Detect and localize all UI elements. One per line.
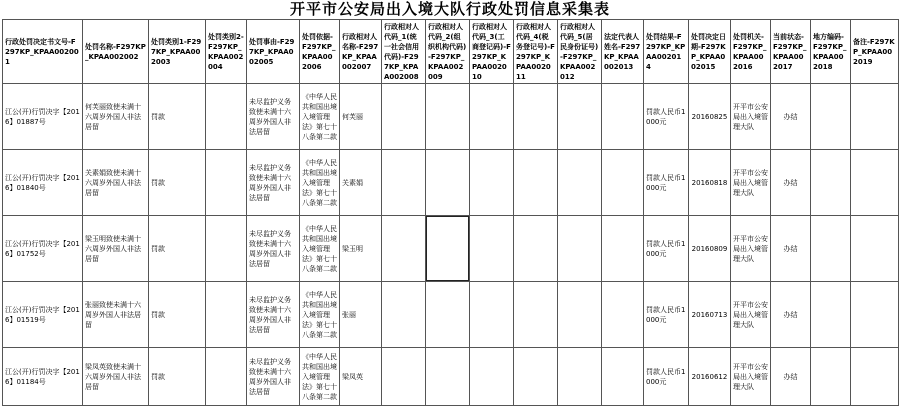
column-header[interactable]: 处罚决定日期-F297KP_KPAA002015 [689,20,731,84]
table-cell[interactable] [426,216,470,282]
table-cell[interactable] [851,84,899,150]
table-cell[interactable]: 江公(开)行罚决字【2016】01519号 [3,282,83,348]
table-cell[interactable]: 《中华人民共和国出境入境管理法》第七十八条第二款 [300,282,340,348]
column-header[interactable]: 当前状态-F297KP_KPAA002017 [771,20,811,84]
table-cell[interactable]: 罚款人民币1000元 [644,282,689,348]
table-cell[interactable] [206,282,247,348]
column-header[interactable]: 行政相对人代码_4(税务登记号)-F297KP_KPAA002011 [514,20,558,84]
table-row [3,84,899,150]
table-row [3,150,899,216]
column-header[interactable]: 行政相对人代码_2(组织机构代码)-F297KP_KPAA002009 [426,20,470,84]
column-header[interactable]: 行政相对人代码_3(工商登记码)-F297KP_KPAA002010 [470,20,514,84]
table-cell[interactable] [602,282,644,348]
table-cell[interactable]: 江公(开)行罚决字【2016】01184号 [3,348,83,406]
table-row [3,348,899,406]
table-cell[interactable]: 关素娟致使未满十六周岁外国人非法居留 [83,150,149,216]
table-cell[interactable] [206,216,247,282]
table-cell[interactable] [558,84,602,150]
table-cell[interactable]: 未尽监护义务致使未满十六周岁外国人非法居留 [247,84,300,150]
column-header[interactable]: 行政相对人代码_1(统一社会信用代码)-F297KP_KPAA002008 [382,20,426,84]
table-cell[interactable] [811,282,851,348]
table-cell[interactable] [558,150,602,216]
table-cell[interactable] [470,282,514,348]
table-cell[interactable]: 梁玉明 [340,216,382,282]
table-cell[interactable]: 《中华人民共和国出境入境管理法》第七十八条第二款 [300,150,340,216]
table-cell[interactable]: 20160809 [689,216,731,282]
table-cell[interactable] [602,216,644,282]
table-cell[interactable] [382,216,426,282]
table-cell[interactable] [811,84,851,150]
column-header[interactable]: 处罚结果-F297KP_KPAA002014 [644,20,689,84]
table-cell[interactable]: 未尽监护义务致使未满十六周岁外国人非法居留 [247,348,300,406]
table-cell[interactable]: 何芙丽致使未满十六周岁外国人非法居留 [83,84,149,150]
column-header[interactable]: 地方编码-F297KP_KPAA002018 [811,20,851,84]
table-cell[interactable]: 罚款 [149,348,206,406]
table-cell[interactable]: 《中华人民共和国出境入境管理法》第七十八条第二款 [300,216,340,282]
table-cell[interactable] [426,150,470,216]
table-cell[interactable]: 江公(开)行罚决字【2016】01887号 [3,84,83,150]
table-cell[interactable] [811,348,851,406]
table-cell[interactable]: 关素娟 [340,150,382,216]
table-cell[interactable] [851,150,899,216]
table-cell[interactable] [206,150,247,216]
table-cell[interactable]: 梁玉明致使未满十六周岁外国人非法居留 [83,216,149,282]
table-cell[interactable] [851,216,899,282]
table-cell[interactable] [602,84,644,150]
table-cell[interactable] [514,150,558,216]
table-cell[interactable]: 罚款 [149,150,206,216]
table-cell[interactable] [470,84,514,150]
table-cell[interactable] [426,84,470,150]
table-cell[interactable]: 罚款人民币1000元 [644,150,689,216]
table-cell[interactable] [206,84,247,150]
table-cell[interactable]: 办结 [771,84,811,150]
table-cell[interactable]: 办结 [771,150,811,216]
table-cell[interactable] [382,84,426,150]
table-cell[interactable] [382,150,426,216]
table-cell[interactable] [851,282,899,348]
table-cell[interactable]: 江公(开)行罚决字【2016】01752号 [3,216,83,282]
table-cell[interactable]: 罚款人民币1000元 [644,216,689,282]
table-cell[interactable] [602,348,644,406]
table-cell[interactable]: 20160825 [689,84,731,150]
table-row [3,216,899,282]
table-cell[interactable]: 罚款 [149,84,206,150]
table-cell[interactable] [514,348,558,406]
table-cell[interactable]: 开平市公安局出入境管理大队 [731,282,771,348]
page-title: 开平市公安局出入境大队行政处罚信息采集表 [289,0,610,18]
table-cell[interactable]: 罚款人民币1000元 [644,348,689,406]
table-cell[interactable]: 张丽 [340,282,382,348]
table-cell[interactable]: 何芙丽 [340,84,382,150]
table-cell[interactable]: 梁凤英致使未满十六周岁外国人非法居留 [83,348,149,406]
table-cell[interactable]: 办结 [771,348,811,406]
column-header[interactable]: 法定代表人姓名-F297KP_KPAA002013 [602,20,644,84]
table-cell[interactable] [470,216,514,282]
table-cell[interactable] [514,216,558,282]
table-cell[interactable] [851,348,899,406]
table-cell[interactable] [470,150,514,216]
table-cell[interactable]: 罚款 [149,282,206,348]
table-cell[interactable] [514,84,558,150]
column-header[interactable]: 备注-F297KP_KPAA002019 [851,20,899,84]
table-cell[interactable]: 开平市公安局出入境管理大队 [731,84,771,150]
table-cell[interactable]: 未尽监护义务致使未满十六周岁外国人非法居留 [247,216,300,282]
table-cell[interactable] [514,282,558,348]
column-header[interactable]: 行政相对人名称-F297KP_KPAA002007 [340,20,382,84]
table-cell[interactable]: 罚款 [149,216,206,282]
table-cell[interactable] [382,348,426,406]
table-cell[interactable]: 未尽监护义务致使未满十六周岁外国人非法居留 [247,282,300,348]
table-cell[interactable]: 江公(开)行罚决字【2016】01840号 [3,150,83,216]
column-header[interactable]: 行政相对人代码_5(居民身份证号)-F297KP_KPAA002012 [558,20,602,84]
table-cell[interactable] [206,348,247,406]
column-header[interactable]: 行政处罚决定书文号-F297KP_KPAA002001 [3,20,83,84]
table-cell[interactable] [602,150,644,216]
table-cell[interactable] [811,150,851,216]
table-cell[interactable]: 办结 [771,216,811,282]
table-cell[interactable] [426,282,470,348]
table-cell[interactable]: 罚款人民币1000元 [644,84,689,150]
column-header[interactable]: 处罚机关-F297KP_KPAA002016 [731,20,771,84]
column-header[interactable]: 处罚依据-F297KP_KPAA002006 [300,20,340,84]
table-cell[interactable]: 未尽监护义务致使未满十六周岁外国人非法居留 [247,150,300,216]
header-row [3,20,899,84]
table-cell[interactable] [811,216,851,282]
table-cell[interactable] [558,216,602,282]
table-cell[interactable]: 开平市公安局出入境管理大队 [731,348,771,406]
table-cell[interactable]: 《中华人民共和国出境入境管理法》第七十八条第二款 [300,348,340,406]
table-cell[interactable]: 20160818 [689,150,731,216]
table-cell[interactable]: 20160612 [689,348,731,406]
column-header[interactable]: 处罚类别1-F297KP_KPAA002003 [149,20,206,84]
column-header[interactable]: 处罚事由-F297KP_KPAA002005 [247,20,300,84]
column-header[interactable]: 处罚名称-F297KP_KPAA002002 [83,20,149,84]
table-cell[interactable] [558,348,602,406]
penalty-info-table [2,19,899,406]
table-cell[interactable]: 张丽致使未满十六周岁外国人非法居留 [83,282,149,348]
table-cell[interactable]: 《中华人民共和国出境入境管理法》第七十八条第二款 [300,84,340,150]
table-cell[interactable] [382,282,426,348]
table-cell[interactable]: 开平市公安局出入境管理大队 [731,150,771,216]
table-cell[interactable] [426,348,470,406]
table-cell[interactable] [558,282,602,348]
column-header[interactable]: 处罚类别2-F297KP_KPAA002004 [206,20,247,84]
table-cell[interactable]: 办结 [771,282,811,348]
table-cell[interactable] [470,348,514,406]
table-cell[interactable]: 20160713 [689,282,731,348]
table-row [3,282,899,348]
table-cell[interactable]: 开平市公安局出入境管理大队 [731,216,771,282]
table-cell[interactable]: 梁凤英 [340,348,382,406]
